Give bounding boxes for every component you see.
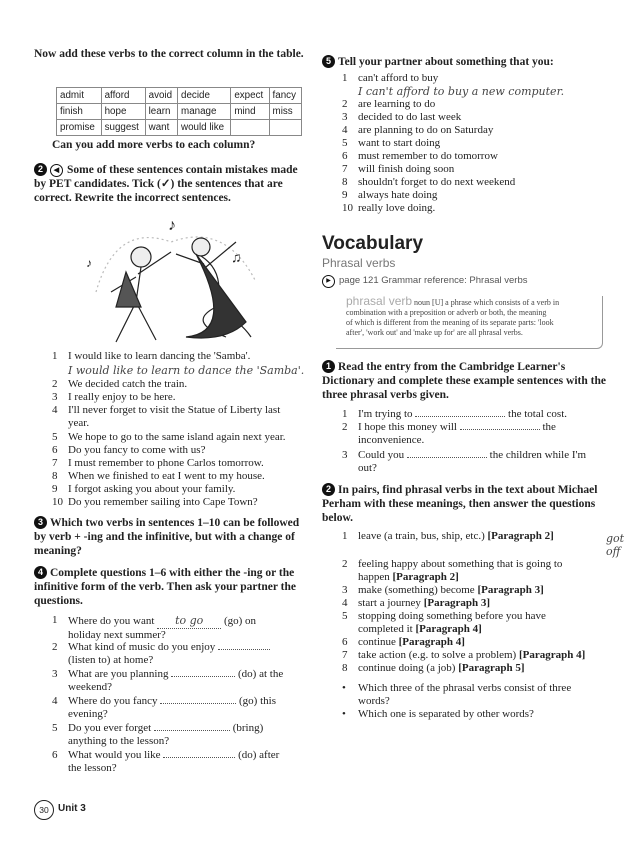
vocab-exercise-1-text: Read the entry from the Cambridge Learner's Dictionary and complete these example sentences with the three phrasal verbs given. [322,361,606,401]
verbs-table [56,87,302,136]
page-number: 30 [34,800,54,820]
verb-cell: learn [145,104,177,120]
dictionary-definition: of which is different from the meaning of its separate parts: 'look [346,318,554,327]
verb-cell: fancy [269,88,301,104]
verb-cell: suggest [101,120,145,136]
intro-instruction: Now add these verbs to the correct column in the table. [34,48,304,60]
verb-cell: want [145,120,177,136]
unit-label: Unit 3 [58,803,86,814]
dancers-illustration [76,212,276,347]
verb-cell: avoid [145,88,177,104]
verb-cell [231,120,269,136]
exercise-number-3: 3 [34,516,47,529]
handwritten-answer: I can't afford to buy a new computer. [358,85,565,98]
verb-cell: manage [178,104,231,120]
add-more-question: Can you add more verbs to each column? [52,139,256,151]
section-subtitle: Phrasal verbs [322,256,396,270]
dictionary-definition: noun [U] a phrase which consists of a verb in [414,298,560,307]
exercise-5 [322,55,612,69]
svg-text:♪: ♪ [168,217,176,234]
vocab-exercise-2-text: In pairs, find phrasal verbs in the text about Michael Perham with these meanings, then answer the questions below. [322,484,598,524]
dictionary-entry [346,296,598,338]
dictionary-headword: phrasal verb [346,294,413,308]
exercise-4-text: Complete questions 1–6 with either the -ing or the infinitive form of the verb. Then ask your partner the questions. [34,567,296,607]
verb-cell: decide [178,88,231,104]
arrow-icon: ▶ [322,275,335,288]
exercise-5-text: Tell your partner about something that you: [338,56,554,68]
exercise-2 [34,163,306,205]
verbs-row [57,104,302,120]
vocab-exercise-1 [322,360,612,402]
verb-cell: finish [57,104,102,120]
exercise-number-2: 2 [34,163,47,176]
vocab-exercise-2 [322,483,612,525]
exercise-number-2: 2 [322,483,335,496]
dictionary-definition: after', 'work out' and 'make up for' are all phrasal verbs. [346,328,523,337]
svg-text:♪: ♪ [86,256,92,270]
verbs-row [57,120,302,136]
verb-cell: afford [101,88,145,104]
dictionary-definition: combination with a preposition or adverb or both, the meaning [346,308,547,317]
exercise-4 [34,566,306,608]
verb-cell [269,120,301,136]
verb-cell: mind [231,104,269,120]
svg-text:♫: ♫ [231,251,242,266]
verb-cell: hope [101,104,145,120]
audio-icon: ◀ [50,164,63,177]
verb-cell: expect [231,88,269,104]
verb-cell: admit [57,88,102,104]
exercise-2-text: Some of these sentences contain mistakes made by PET candidates. Tick (✓) the sentences that are correct. Rewrite the incorrect sentences. [34,164,298,204]
exercise-number-4: 4 [34,566,47,579]
section-title: Vocabulary [322,233,424,254]
verb-cell: promise [57,120,102,136]
verb-cell: miss [269,104,301,120]
exercise-3 [34,516,306,558]
verbs-row [57,88,302,104]
exercise-number-5: 5 [322,55,335,68]
exercise-3-text: Which two verbs in sentences 1–10 can be followed by verb + -ing and the infinitive, but with a change of meaning? [34,517,300,557]
grammar-reference-link[interactable]: ▶ page 121 Grammar reference: Phrasal verbs [322,275,528,288]
exercise-number-1: 1 [322,360,335,373]
handwritten-answer: I would like to learn to dance the 'Samba'. [68,364,305,377]
verb-cell: would like [178,120,231,136]
